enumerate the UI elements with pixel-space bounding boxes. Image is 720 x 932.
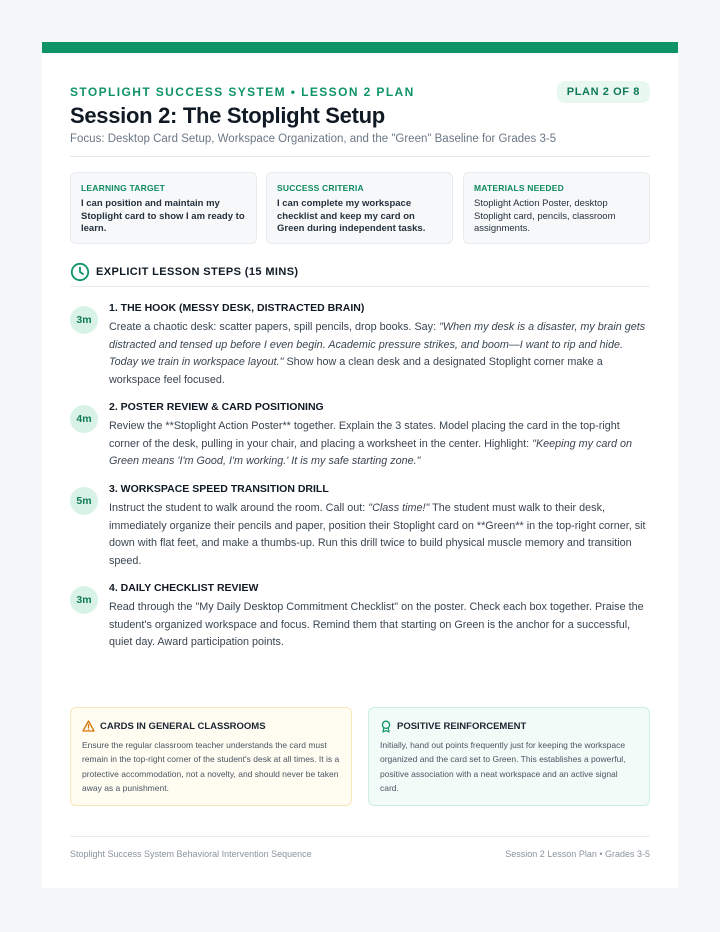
materials-card [463,172,650,244]
plan-badge: PLAN 2 OF 8 [557,81,650,103]
award-icon [380,720,392,733]
note-heading-text: POSITIVE REINFORCEMENT [397,720,527,732]
step-quote: "When my desk is a disaster, my brain gets distracted and tensed up before I even begin. Academic pressure strikes, and boom—I want to rip and hide. Today we train in workspace layout." [109,321,646,368]
card-body: I can complete my workspace checklist and keep my card on Green during independent tasks. [277,198,426,234]
card-heading: SUCCESS CRITERIA [277,183,364,193]
step-text: Create a chaotic desk: scatter papers, spill pencils, drop books. Say: [109,321,440,333]
positive-note [368,707,650,806]
footer-right: Session 2 Lesson Plan • Grades 3-5 [505,849,650,859]
step-quote: "Keeping my card on Green means 'I'm Good, I'm working.' It is my safe starting zone." [109,437,632,467]
clock-icon [70,262,90,282]
note-heading-text: CARDS IN GENERAL CLASSROOMS [100,720,266,732]
steps-section-header [70,261,650,285]
footer-divider [70,836,650,837]
warning-note [70,707,352,806]
top-accent-bar [42,42,678,53]
step-text-after: Show how a clean desk and a designated Stoplight corner make a workspace feel focused. [109,356,603,386]
step-text: Review the **Stoplight Action Poster** together. Explain the 3 states. Model placing the card in the top-right corner of the desk, pulling in your chair, and placing a worksheet in the center. Highlight: [109,420,620,450]
card-body: Stoplight Action Poster, desktop Stoplight card, pencils, classroom assignments. [474,198,616,234]
success-criteria-card [266,172,453,244]
step-text-after: The student must walk to their desk, immediately organize their pencils and paper, position their Stoplight card on **Green** in the top-right corner, sit down with flat feet, and make a thumbs-up. Run this drill twice to build physical muscle memory and transition speed. [109,502,646,567]
card-heading: MATERIALS NEEDED [474,183,564,193]
note-heading [380,719,638,733]
page-subtitle: Focus: Desktop Card Setup, Workspace Organization, and the "Green" Baseline for Grades 3-5 [70,133,557,145]
page-title: Session 2: The Stoplight Setup [70,103,385,128]
step-duration-badge: 3m [70,586,98,614]
note-body: Ensure the regular classroom teacher understands the card must remain in the top-right corner of the student's desk at all times. It is a protective accommodation, not a novelty, and should never be taken away as a punishment. [82,740,340,793]
steps-divider [70,286,650,287]
objective-cards [70,172,650,244]
step-heading: 4. DAILY CHECKLIST REVIEW [109,582,259,594]
step-heading: 2. POSTER REVIEW & CARD POSITIONING [109,401,324,413]
card-body: I can position and maintain my Stoplight card to show I am ready to learn. [81,198,245,234]
step-duration-badge: 4m [70,405,98,433]
card-heading: LEARNING TARGET [81,183,166,193]
header-divider [70,156,650,157]
step-body [109,319,649,389]
step-quote: "Class time!" [368,502,430,514]
note-body: Initially, hand out points frequently just for keeping the workspace organized and the card set to Green. This establishes a powerful, positive association with a neat workspace and an active signal card. [380,740,626,793]
step-duration-badge: 3m [70,306,98,334]
lesson-plan-page [42,42,678,888]
step-duration-badge: 5m [70,487,98,515]
step-text: Read through the "My Daily Desktop Commitment Checklist" on the poster. Check each box together. Praise the student's organized workspace and focus. Remind them that starting on Green is the anchor for a successful, quiet day. Award participation points. [109,601,644,648]
step-heading: 1. THE HOOK (MESSY DESK, DISTRACTED BRAIN) [109,302,365,314]
footer-left: Stoplight Success System Behavioral Intervention Sequence [70,849,312,859]
step-heading: 3. WORKSPACE SPEED TRANSITION DRILL [109,483,329,495]
step-body [109,500,649,570]
note-heading [82,719,340,733]
warning-icon [82,720,95,732]
learning-target-card [70,172,257,244]
step-body [109,418,649,471]
step-body [109,599,649,652]
series-kicker: STOPLIGHT SUCCESS SYSTEM • LESSON 2 PLAN [70,85,415,99]
step-text: Instruct the student to walk around the room. Call out: [109,502,369,514]
steps-section-title: EXPLICIT LESSON STEPS (15 MINS) [96,266,299,278]
